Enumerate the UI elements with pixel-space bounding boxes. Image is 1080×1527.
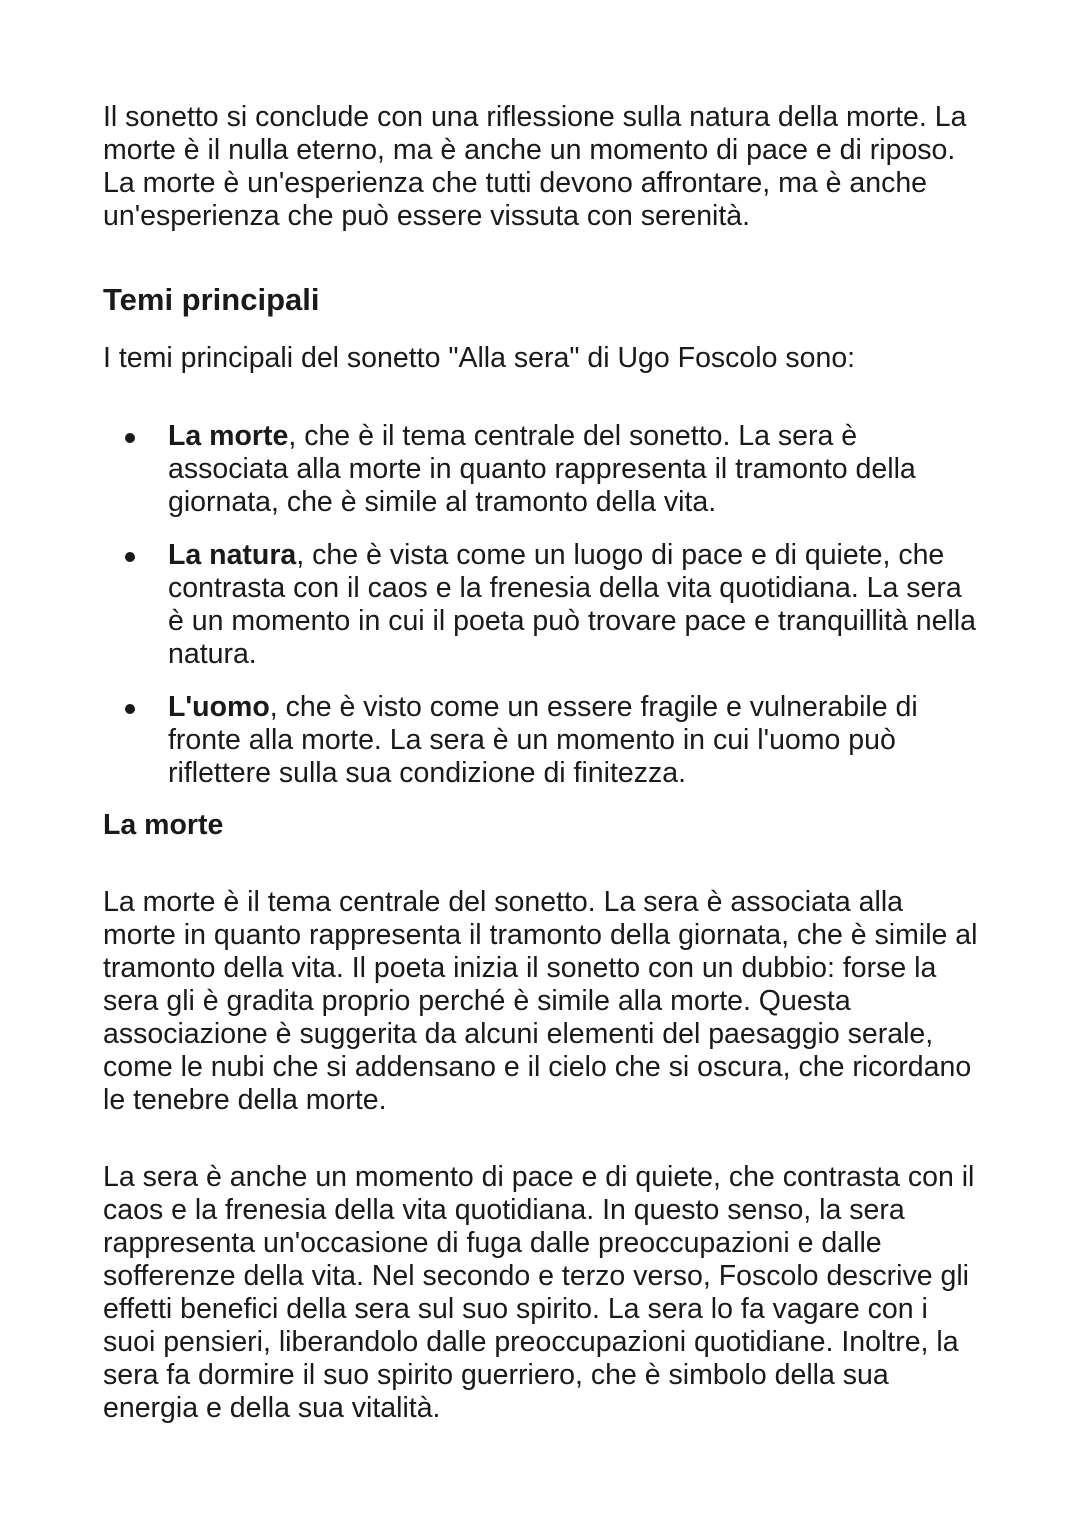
list-item — [103, 691, 983, 790]
bullet-text: , che è visto come un essere fragile e vulnerabile di fronte alla morte. La sera è un momento in cui l'uomo può riflettere sulla sua condizione di finitezza. — [168, 691, 918, 789]
section-heading-la-morte: La morte — [103, 809, 224, 841]
bullet-icon — [125, 704, 135, 714]
section-heading-temi: Temi principali — [103, 282, 320, 317]
death-paragraph-2: La sera è anche un momento di pace e di quiete, che contrasta con il caos e la frenesia della vita quotidiana. In questo senso, la sera rappresenta un'occasione di fuga dalle preoccupazioni e dalle sofferenze della vita. Nel secondo e terzo verso, Foscolo descrive gli effetti benefici della sera sul suo spirito. La sera lo fa vagare con i suoi pensieri, liberandolo dalle preoccupazioni quotidiane. Inoltre, la sera fa dormire il suo spirito guerriero, che è simbolo della sua energia e della sua vitalità. — [103, 1161, 975, 1424]
intro-paragraph: Il sonetto si conclude con una riflessione sulla natura della morte. La morte è il nulla eterno, ma è anche un momento di pace e di riposo. La morte è un'esperienza che tutti devono affrontare, ma è anche un'esperienza che può essere vissuta con serenità. — [103, 101, 967, 232]
bullet-term: La morte — [168, 420, 289, 452]
bullet-term: La natura — [168, 539, 297, 571]
document-page — [103, 101, 983, 1425]
bullet-text: , che è vista come un luogo di pace e di quiete, che contrasta con il caos e la frenesia della vita quotidiana. La sera è un momento in cui il poeta può trovare pace e tranquillità nella natura. — [168, 539, 976, 670]
bullet-text: , che è il tema centrale del sonetto. La sera è associata alla morte in quanto rappresenta il tramonto della giornata, che è simile al tramonto della vita. — [168, 420, 916, 518]
list-item — [103, 539, 983, 671]
bullet-icon — [125, 433, 135, 443]
death-paragraph-1: La morte è il tema centrale del sonetto. La sera è associata alla morte in quanto rappresenta il tramonto della giornata, che è simile al tramonto della vita. Il poeta inizia il sonetto con un dubbio: forse la sera gli è gradita proprio perché è simile alla morte. Questa associazione è suggerita da alcuni elementi del paesaggio serale, come le nubi che si addensano e il cielo che si oscura, che ricordano le tenebre della morte. — [103, 886, 978, 1116]
themes-bullet-list — [103, 420, 983, 790]
list-item — [103, 420, 983, 519]
themes-intro-paragraph: I temi principali del sonetto "Alla sera" di Ugo Foscolo sono: — [103, 342, 856, 374]
bullet-term: L'uomo — [168, 691, 270, 723]
bullet-icon — [125, 552, 135, 562]
